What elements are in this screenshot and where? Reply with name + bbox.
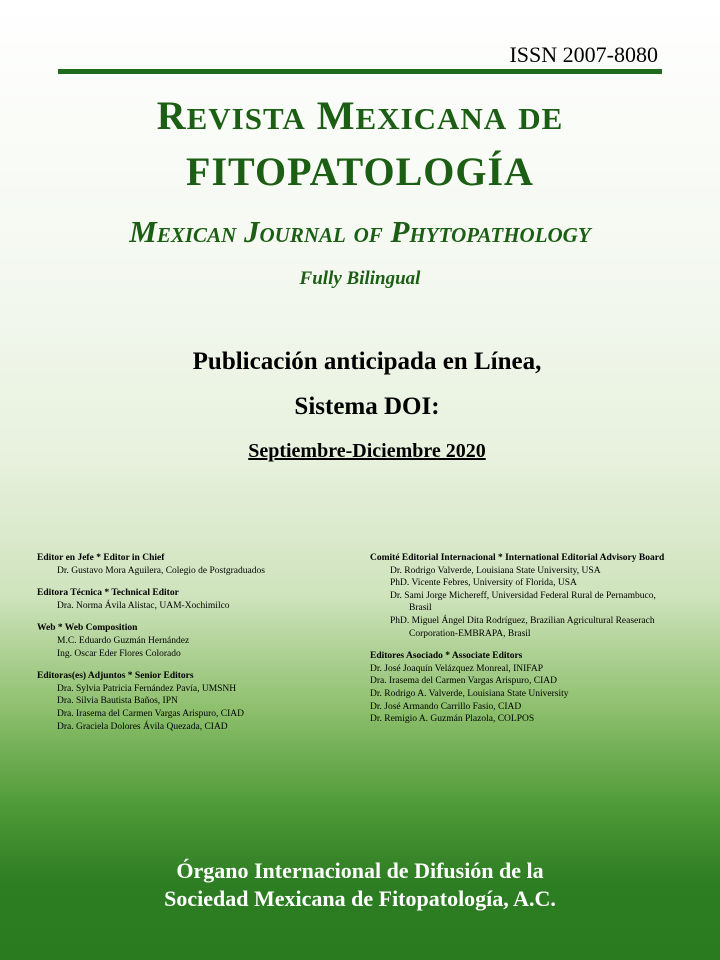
publication-line-2: Sistema DOI: <box>294 393 440 420</box>
footer-line-2: Sociedad Mexicana de Fitopatología, A.C. <box>164 886 556 911</box>
list-item: Dra. Irasema del Carmen Vargas Arispuro, CIAD <box>370 676 557 687</box>
editor-in-chief-heading: Editor en Jefe * Editor in Chief <box>37 553 165 563</box>
issn-number: ISSN 2007-8080 <box>509 42 658 67</box>
list-item: Dra. Silvia Bautista Baños, IPN <box>57 696 178 707</box>
list-item: PhD. Vicente Febres, University of Florida, USA <box>390 578 577 589</box>
footer-line-1: Órgano Internacional de Difusión de la <box>176 858 544 883</box>
list-item: Dr. Rodrigo A. Valverde, Louisiana State University <box>370 688 569 699</box>
list-item: Dr. Sami Jorge Michereff, Universidad Federal Rural de Pernambuco, Brasil <box>390 590 656 614</box>
list-item: Dra. Irasema del Carmen Vargas Arispuro, CIAD <box>57 708 244 719</box>
list-item: Ing. Oscar Eder Flores Colorado <box>57 648 181 659</box>
editorial-board-left <box>37 552 327 733</box>
list-item: Dra. Norma Ávila Alistac, UAM-Xochimilco <box>57 600 230 611</box>
list-item: Dra. Graciela Dolores Ávila Quezada, CIAD <box>57 721 228 732</box>
list-item: Dra. Sylvia Patricia Fernández Pavía, UMSNH <box>57 683 237 694</box>
publication-period: Septiembre-Diciembre 2020 <box>248 440 486 462</box>
associate-editors-heading: Editores Asociado * Associate Editors <box>370 651 523 662</box>
senior-editors-heading: Editoras(es) Adjuntos * Senior Editors <box>37 671 194 682</box>
journal-title-line-2: FITOPATOLOGÍA <box>186 149 534 194</box>
technical-editor-heading: Editora Técnica * Technical Editor <box>37 588 179 599</box>
publication-line-1: Publicación anticipada en Línea, <box>192 348 542 375</box>
header-rule <box>58 69 662 74</box>
journal-title-line-1: REVISTA MEXICANA DE <box>156 93 564 138</box>
list-item: Dr. Gustavo Mora Aguilera, Colegio de Postgraduados <box>57 565 265 576</box>
web-composition-heading: Web * Web Composition <box>37 623 138 634</box>
editorial-board-right <box>370 552 692 726</box>
list-item: Dr. Rodrigo Valverde, Louisiana State University, USA <box>390 565 601 576</box>
advisory-board-heading: Comité Editorial Internacional * International Editorial Advisory Board <box>370 553 665 563</box>
list-item: PhD. Miguel Ángel Dita Rodríguez, Brazilian Agricultural Reaserach Corporation-EMBRAPA, Brasil <box>390 615 655 639</box>
list-item: Dr. Remigio A. Guzmán Plazola, COLPOS <box>370 714 535 725</box>
list-item: Dr. José Joaquín Velázquez Monreal, INIFAP <box>370 663 543 674</box>
list-item: Dr. José Armando Carrillo Fasio, CIAD <box>370 701 522 712</box>
bilingual-tagline: Fully Bilingual <box>299 268 421 289</box>
list-item: M.C. Eduardo Guzmán Hernández <box>57 635 190 646</box>
journal-english-title: MEXICAN JOURNAL OF PHYTOPATHOLOGY <box>129 214 591 249</box>
